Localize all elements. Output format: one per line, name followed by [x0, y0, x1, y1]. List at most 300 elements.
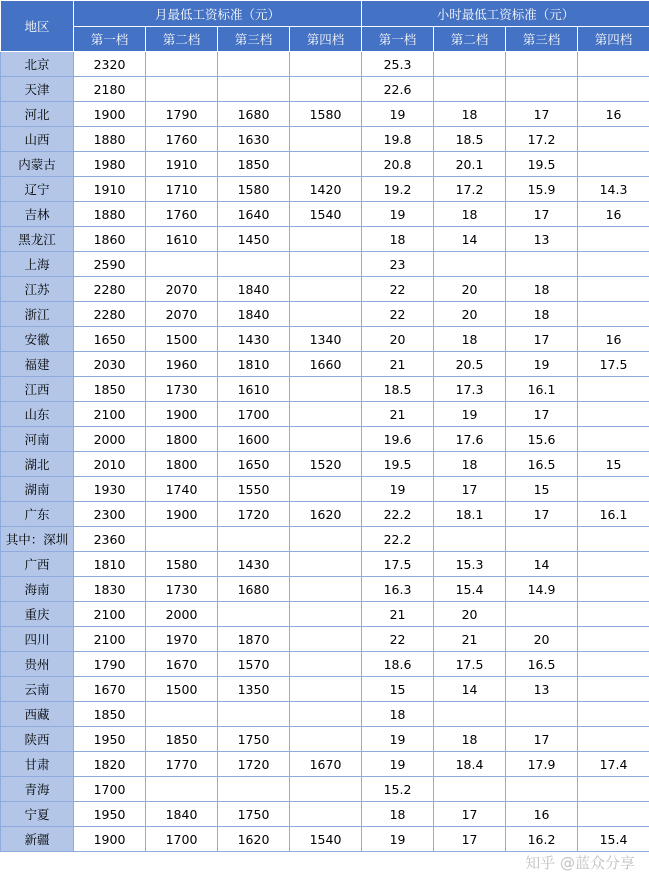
monthly-wage-cell [290, 77, 362, 102]
monthly-wage-cell: 2590 [74, 252, 146, 277]
hourly-wage-cell: 17.5 [578, 352, 649, 377]
hourly-wage-cell: 18 [506, 302, 578, 327]
monthly-wage-cell [290, 627, 362, 652]
hourly-wage-cell [578, 552, 649, 577]
hourly-wage-cell [578, 652, 649, 677]
hourly-wage-cell [578, 802, 649, 827]
hourly-wage-cell [578, 727, 649, 752]
monthly-wage-cell: 1810 [218, 352, 290, 377]
hourly-wage-cell: 18.4 [434, 752, 506, 777]
monthly-wage-cell [218, 702, 290, 727]
table-row [1, 327, 649, 352]
hourly-wage-cell [578, 427, 649, 452]
header-region: 地区 [1, 1, 74, 52]
monthly-wage-cell [290, 777, 362, 802]
monthly-wage-cell: 1670 [146, 652, 218, 677]
hourly-wage-cell: 15 [578, 452, 649, 477]
hourly-wage-cell: 17.3 [434, 377, 506, 402]
hourly-wage-cell [578, 677, 649, 702]
hourly-wage-cell: 15.4 [434, 577, 506, 602]
region-cell: 江苏 [1, 277, 74, 302]
monthly-wage-cell [290, 702, 362, 727]
hourly-wage-cell: 18 [434, 327, 506, 352]
monthly-wage-cell: 1900 [74, 827, 146, 852]
region-cell: 河北 [1, 102, 74, 127]
monthly-wage-cell: 1750 [218, 727, 290, 752]
hourly-wage-cell [578, 602, 649, 627]
region-cell: 四川 [1, 627, 74, 652]
hourly-wage-cell: 23 [362, 252, 434, 277]
hourly-wage-cell [578, 77, 649, 102]
monthly-wage-cell: 1500 [146, 677, 218, 702]
header-tier: 第二档 [434, 27, 506, 52]
monthly-wage-cell: 2000 [146, 602, 218, 627]
hourly-wage-cell [434, 52, 506, 77]
hourly-wage-cell: 18 [506, 277, 578, 302]
hourly-wage-cell [578, 627, 649, 652]
monthly-wage-cell [290, 402, 362, 427]
region-cell: 黑龙江 [1, 227, 74, 252]
header-tier: 第一档 [362, 27, 434, 52]
monthly-wage-cell: 1540 [290, 202, 362, 227]
monthly-wage-cell: 1550 [218, 477, 290, 502]
hourly-wage-cell [578, 227, 649, 252]
hourly-wage-cell: 22.2 [362, 527, 434, 552]
table-row [1, 152, 649, 177]
monthly-wage-cell [290, 152, 362, 177]
hourly-wage-cell: 16.5 [506, 652, 578, 677]
monthly-wage-cell [290, 577, 362, 602]
monthly-wage-cell: 1830 [74, 577, 146, 602]
hourly-wage-cell: 17 [506, 327, 578, 352]
hourly-wage-cell: 19.5 [506, 152, 578, 177]
hourly-wage-cell: 19 [362, 752, 434, 777]
hourly-wage-cell: 15.6 [506, 427, 578, 452]
region-cell: 河南 [1, 427, 74, 452]
monthly-wage-cell: 2100 [74, 602, 146, 627]
monthly-wage-cell: 1450 [218, 227, 290, 252]
monthly-wage-cell [146, 527, 218, 552]
hourly-wage-cell [434, 702, 506, 727]
hourly-wage-cell [578, 527, 649, 552]
monthly-wage-cell: 1570 [218, 652, 290, 677]
monthly-wage-cell: 1750 [218, 802, 290, 827]
monthly-wage-cell [290, 127, 362, 152]
monthly-wage-cell: 1850 [74, 377, 146, 402]
monthly-wage-cell [146, 702, 218, 727]
table-row [1, 452, 649, 477]
table-row [1, 427, 649, 452]
hourly-wage-cell [506, 77, 578, 102]
monthly-wage-cell: 1820 [74, 752, 146, 777]
hourly-wage-cell: 20.5 [434, 352, 506, 377]
monthly-wage-cell: 1660 [290, 352, 362, 377]
hourly-wage-cell: 19.6 [362, 427, 434, 452]
monthly-wage-cell [146, 77, 218, 102]
monthly-wage-cell: 1640 [218, 202, 290, 227]
monthly-wage-cell: 1900 [146, 502, 218, 527]
monthly-wage-cell: 1760 [146, 202, 218, 227]
hourly-wage-cell: 17 [434, 477, 506, 502]
monthly-wage-cell: 1950 [74, 727, 146, 752]
hourly-wage-cell: 22 [362, 277, 434, 302]
monthly-wage-cell: 1880 [74, 202, 146, 227]
hourly-wage-cell: 19 [362, 102, 434, 127]
region-cell: 山东 [1, 402, 74, 427]
hourly-wage-cell: 17.2 [434, 177, 506, 202]
hourly-wage-cell: 19 [506, 352, 578, 377]
monthly-wage-cell: 1700 [74, 777, 146, 802]
hourly-wage-cell: 15.4 [578, 827, 649, 852]
monthly-wage-cell: 1650 [74, 327, 146, 352]
monthly-wage-cell: 1700 [218, 402, 290, 427]
monthly-wage-cell [218, 602, 290, 627]
table-row [1, 352, 649, 377]
hourly-wage-cell: 18 [434, 727, 506, 752]
region-cell: 海南 [1, 577, 74, 602]
monthly-wage-cell [146, 777, 218, 802]
hourly-wage-cell [434, 527, 506, 552]
header-tier: 第四档 [578, 27, 649, 52]
monthly-wage-cell: 1430 [218, 327, 290, 352]
monthly-wage-cell: 2280 [74, 277, 146, 302]
monthly-wage-cell [146, 52, 218, 77]
monthly-wage-cell: 1600 [218, 427, 290, 452]
hourly-wage-cell: 16 [578, 102, 649, 127]
table-row [1, 127, 649, 152]
region-cell: 上海 [1, 252, 74, 277]
hourly-wage-cell: 19.2 [362, 177, 434, 202]
hourly-wage-cell [578, 302, 649, 327]
monthly-wage-cell [290, 527, 362, 552]
monthly-wage-cell: 1710 [146, 177, 218, 202]
hourly-wage-cell: 22 [362, 627, 434, 652]
region-cell: 青海 [1, 777, 74, 802]
monthly-wage-cell [290, 427, 362, 452]
hourly-wage-cell: 17.9 [506, 752, 578, 777]
monthly-wage-cell: 1650 [218, 452, 290, 477]
monthly-wage-cell [290, 802, 362, 827]
monthly-wage-cell: 1790 [74, 652, 146, 677]
region-cell: 吉林 [1, 202, 74, 227]
region-cell: 宁夏 [1, 802, 74, 827]
hourly-wage-cell: 21 [362, 352, 434, 377]
hourly-wage-cell [434, 777, 506, 802]
monthly-wage-cell: 1930 [74, 477, 146, 502]
monthly-wage-cell: 1900 [146, 402, 218, 427]
table-row [1, 827, 649, 852]
hourly-wage-cell: 18 [362, 702, 434, 727]
hourly-wage-cell: 19 [362, 727, 434, 752]
hourly-wage-cell: 17 [506, 402, 578, 427]
hourly-wage-cell: 17 [434, 802, 506, 827]
hourly-wage-cell [506, 252, 578, 277]
monthly-wage-cell [218, 252, 290, 277]
monthly-wage-cell: 1910 [74, 177, 146, 202]
table-row [1, 402, 649, 427]
monthly-wage-cell [218, 52, 290, 77]
monthly-wage-cell: 1700 [146, 827, 218, 852]
monthly-wage-cell: 1350 [218, 677, 290, 702]
hourly-wage-cell: 21 [434, 627, 506, 652]
monthly-wage-cell [290, 227, 362, 252]
hourly-wage-cell [578, 152, 649, 177]
monthly-wage-cell: 1800 [146, 452, 218, 477]
hourly-wage-cell: 17 [506, 502, 578, 527]
monthly-wage-cell: 1800 [146, 427, 218, 452]
hourly-wage-cell: 21 [362, 402, 434, 427]
hourly-wage-cell: 20.1 [434, 152, 506, 177]
hourly-wage-cell: 20.8 [362, 152, 434, 177]
monthly-wage-cell [290, 602, 362, 627]
monthly-wage-cell: 2180 [74, 77, 146, 102]
hourly-wage-cell: 16.1 [506, 377, 578, 402]
region-cell: 西藏 [1, 702, 74, 727]
hourly-wage-cell: 17.6 [434, 427, 506, 452]
hourly-wage-cell: 16.2 [506, 827, 578, 852]
monthly-wage-cell: 1720 [218, 752, 290, 777]
hourly-wage-cell: 22 [362, 302, 434, 327]
monthly-wage-cell [290, 277, 362, 302]
header-monthly: 月最低工资标准（元） [74, 1, 362, 27]
monthly-wage-cell: 1520 [290, 452, 362, 477]
hourly-wage-cell: 15 [362, 677, 434, 702]
monthly-wage-cell: 2100 [74, 402, 146, 427]
monthly-wage-cell: 2360 [74, 527, 146, 552]
hourly-wage-cell: 18 [362, 227, 434, 252]
monthly-wage-cell: 1860 [74, 227, 146, 252]
monthly-wage-cell: 2030 [74, 352, 146, 377]
hourly-wage-cell [578, 252, 649, 277]
monthly-wage-cell [218, 527, 290, 552]
monthly-wage-cell: 1500 [146, 327, 218, 352]
hourly-wage-cell: 18 [362, 802, 434, 827]
monthly-wage-cell: 1720 [218, 502, 290, 527]
hourly-wage-cell [434, 252, 506, 277]
hourly-wage-cell: 25.3 [362, 52, 434, 77]
region-cell: 新疆 [1, 827, 74, 852]
monthly-wage-cell [290, 677, 362, 702]
region-cell: 贵州 [1, 652, 74, 677]
monthly-wage-cell: 2280 [74, 302, 146, 327]
hourly-wage-cell: 19.5 [362, 452, 434, 477]
table-row [1, 302, 649, 327]
monthly-wage-cell [290, 52, 362, 77]
hourly-wage-cell [506, 52, 578, 77]
hourly-wage-cell: 18 [434, 102, 506, 127]
hourly-wage-cell: 19 [362, 202, 434, 227]
hourly-wage-cell: 13 [506, 677, 578, 702]
hourly-wage-cell: 20 [434, 602, 506, 627]
monthly-wage-cell: 2000 [74, 427, 146, 452]
monthly-wage-cell: 1580 [218, 177, 290, 202]
table-row [1, 727, 649, 752]
table-row [1, 627, 649, 652]
table-row [1, 552, 649, 577]
hourly-wage-cell [578, 377, 649, 402]
hourly-wage-cell: 18 [434, 452, 506, 477]
hourly-wage-cell [506, 527, 578, 552]
table-body [1, 52, 649, 852]
hourly-wage-cell: 19.8 [362, 127, 434, 152]
hourly-wage-cell: 17.5 [434, 652, 506, 677]
table-row [1, 52, 649, 77]
hourly-wage-cell: 16.5 [506, 452, 578, 477]
hourly-wage-cell: 14 [434, 227, 506, 252]
monthly-wage-cell [218, 77, 290, 102]
monthly-wage-cell: 1900 [74, 102, 146, 127]
hourly-wage-cell: 18 [434, 202, 506, 227]
hourly-wage-cell [578, 477, 649, 502]
monthly-wage-cell: 1620 [290, 502, 362, 527]
monthly-wage-cell: 1340 [290, 327, 362, 352]
region-cell: 辽宁 [1, 177, 74, 202]
region-cell: 江西 [1, 377, 74, 402]
hourly-wage-cell: 19 [434, 402, 506, 427]
hourly-wage-cell: 22.2 [362, 502, 434, 527]
hourly-wage-cell [578, 577, 649, 602]
hourly-wage-cell: 17 [506, 102, 578, 127]
hourly-wage-cell: 14 [506, 552, 578, 577]
monthly-wage-cell: 1680 [218, 577, 290, 602]
hourly-wage-cell: 20 [362, 327, 434, 352]
region-cell: 陕西 [1, 727, 74, 752]
monthly-wage-cell: 1970 [146, 627, 218, 652]
monthly-wage-cell: 1430 [218, 552, 290, 577]
header-tier: 第二档 [146, 27, 218, 52]
monthly-wage-cell [290, 252, 362, 277]
table-row [1, 177, 649, 202]
region-cell: 湖南 [1, 477, 74, 502]
hourly-wage-cell: 15.3 [434, 552, 506, 577]
hourly-wage-cell: 22.6 [362, 77, 434, 102]
hourly-wage-cell: 18.5 [362, 377, 434, 402]
hourly-wage-cell: 16 [506, 802, 578, 827]
monthly-wage-cell: 1580 [290, 102, 362, 127]
monthly-wage-cell: 1620 [218, 827, 290, 852]
table-row [1, 502, 649, 527]
hourly-wage-cell: 15 [506, 477, 578, 502]
table-row [1, 102, 649, 127]
hourly-wage-cell: 16.3 [362, 577, 434, 602]
monthly-wage-cell: 1670 [290, 752, 362, 777]
hourly-wage-cell [506, 702, 578, 727]
table-row [1, 752, 649, 777]
table-row [1, 802, 649, 827]
region-cell: 云南 [1, 677, 74, 702]
monthly-wage-cell: 2010 [74, 452, 146, 477]
hourly-wage-cell: 17 [506, 202, 578, 227]
region-cell: 安徽 [1, 327, 74, 352]
table-row [1, 777, 649, 802]
region-cell: 甘肃 [1, 752, 74, 777]
hourly-wage-cell [434, 77, 506, 102]
region-cell: 其中：深圳 [1, 527, 74, 552]
table-row [1, 77, 649, 102]
hourly-wage-cell: 14 [434, 677, 506, 702]
monthly-wage-cell [290, 727, 362, 752]
monthly-wage-cell: 1630 [218, 127, 290, 152]
hourly-wage-cell [578, 277, 649, 302]
table-row [1, 227, 649, 252]
monthly-wage-cell: 2300 [74, 502, 146, 527]
region-cell: 浙江 [1, 302, 74, 327]
hourly-wage-cell: 17.5 [362, 552, 434, 577]
hourly-wage-cell [578, 777, 649, 802]
monthly-wage-cell: 2070 [146, 302, 218, 327]
monthly-wage-cell: 1810 [74, 552, 146, 577]
table-row [1, 252, 649, 277]
monthly-wage-cell [146, 252, 218, 277]
monthly-wage-cell [290, 302, 362, 327]
monthly-wage-cell: 2320 [74, 52, 146, 77]
header-tier: 第四档 [290, 27, 362, 52]
hourly-wage-cell [506, 777, 578, 802]
monthly-wage-cell: 2070 [146, 277, 218, 302]
region-cell: 天津 [1, 77, 74, 102]
hourly-wage-cell: 16.1 [578, 502, 649, 527]
hourly-wage-cell: 17 [434, 827, 506, 852]
hourly-wage-cell: 14.3 [578, 177, 649, 202]
region-cell: 广西 [1, 552, 74, 577]
monthly-wage-cell: 1980 [74, 152, 146, 177]
region-cell: 内蒙古 [1, 152, 74, 177]
monthly-wage-cell: 1840 [218, 277, 290, 302]
monthly-wage-cell: 2100 [74, 627, 146, 652]
monthly-wage-cell: 1740 [146, 477, 218, 502]
monthly-wage-cell: 1950 [74, 802, 146, 827]
monthly-wage-cell: 1730 [146, 377, 218, 402]
monthly-wage-cell: 1540 [290, 827, 362, 852]
monthly-wage-cell: 1880 [74, 127, 146, 152]
hourly-wage-cell: 14.9 [506, 577, 578, 602]
monthly-wage-cell: 1960 [146, 352, 218, 377]
hourly-wage-cell: 20 [434, 302, 506, 327]
monthly-wage-cell: 1730 [146, 577, 218, 602]
hourly-wage-cell: 16 [578, 202, 649, 227]
hourly-wage-cell: 17 [506, 727, 578, 752]
monthly-wage-cell: 1850 [146, 727, 218, 752]
table-row [1, 477, 649, 502]
region-cell: 山西 [1, 127, 74, 152]
table-row [1, 677, 649, 702]
hourly-wage-cell [578, 52, 649, 77]
monthly-wage-cell: 1840 [146, 802, 218, 827]
header-hourly: 小时最低工资标准（元） [362, 1, 649, 27]
hourly-wage-cell: 13 [506, 227, 578, 252]
monthly-wage-cell [290, 377, 362, 402]
hourly-wage-cell: 17.2 [506, 127, 578, 152]
monthly-wage-cell [290, 477, 362, 502]
hourly-wage-cell: 15.9 [506, 177, 578, 202]
hourly-wage-cell [578, 402, 649, 427]
table-row [1, 702, 649, 727]
monthly-wage-cell [218, 777, 290, 802]
monthly-wage-cell: 1790 [146, 102, 218, 127]
hourly-wage-cell: 18.6 [362, 652, 434, 677]
monthly-wage-cell: 1680 [218, 102, 290, 127]
hourly-wage-cell: 16 [578, 327, 649, 352]
region-cell: 广东 [1, 502, 74, 527]
watermark: 知乎 @蓝众分享 [525, 854, 635, 872]
monthly-wage-cell: 1670 [74, 677, 146, 702]
header-tier: 第三档 [218, 27, 290, 52]
table-row [1, 202, 649, 227]
header-tier: 第一档 [74, 27, 146, 52]
hourly-wage-cell [578, 127, 649, 152]
hourly-wage-cell: 19 [362, 827, 434, 852]
monthly-wage-cell: 1420 [290, 177, 362, 202]
